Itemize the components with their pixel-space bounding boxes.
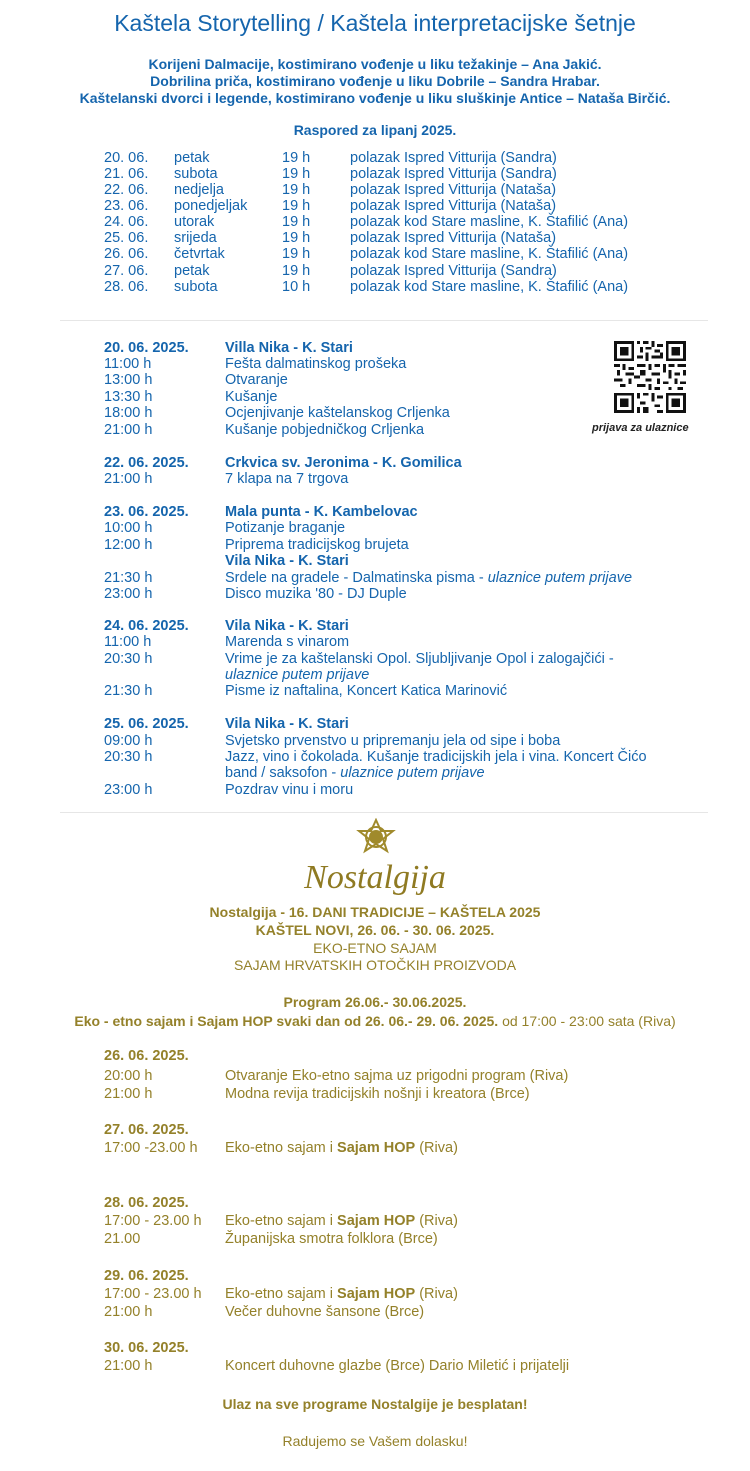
event-venue: Vila Nika - K. Stari bbox=[225, 618, 349, 634]
program-date: 29. 06. 2025. bbox=[104, 1268, 189, 1284]
schedule-date: 25. 06. bbox=[104, 230, 149, 246]
program-date: 27. 06. 2025. bbox=[104, 1122, 189, 1138]
event-time: 13:30 h bbox=[104, 389, 153, 405]
schedule-day: srijeda bbox=[174, 230, 217, 246]
event-time: 10:00 h bbox=[104, 520, 153, 536]
program-time: 21.00 bbox=[104, 1231, 141, 1247]
event-title: Fešta dalmatinskog prošeka bbox=[225, 356, 407, 372]
event-text: Eko-etno sajam i bbox=[225, 1213, 338, 1229]
schedule-date: 20. 06. bbox=[104, 150, 149, 166]
program-event bbox=[225, 1213, 458, 1229]
event-text: Eko-etno sajam i bbox=[225, 1286, 338, 1302]
program-summary bbox=[0, 1013, 750, 1029]
program-time: 17:00 - 23.00 h bbox=[104, 1286, 202, 1302]
section-divider bbox=[60, 812, 708, 813]
ticket-note: ulaznice putem prijave bbox=[487, 570, 633, 586]
schedule-desc: polazak kod Stare masline, K. Štafilić (Ana) bbox=[350, 279, 629, 295]
event-text: Eko-etno sajam i bbox=[225, 1140, 338, 1156]
program-event bbox=[225, 1140, 458, 1156]
program-event: Večer duhovne šansone (Brce) bbox=[225, 1304, 425, 1320]
event-text: (Riva) bbox=[415, 1213, 458, 1229]
event-title: Pozdrav vinu i moru bbox=[225, 782, 354, 798]
event-date: 23. 06. 2025. bbox=[104, 504, 189, 520]
event-venue: Vila Nika - K. Stari bbox=[225, 553, 349, 569]
nostalgija-line-2: KAŠTEL NOVI, 26. 06. - 30. 06. 2025. bbox=[255, 922, 495, 938]
event-title: Pisme iz naftalina, Koncert Katica Marinović bbox=[225, 683, 508, 699]
event-venue: Crkvica sv. Jeronima - K. Gomilica bbox=[225, 455, 462, 471]
event-title bbox=[225, 570, 632, 586]
event-title-text: Srdele na gradele - Dalmatinska pisma - bbox=[225, 570, 488, 586]
schedule-title: Raspored za lipanj 2025. bbox=[293, 122, 457, 138]
event-title: 7 klapa na 7 trgova bbox=[225, 471, 349, 487]
event-venue: Vila Nika - K. Stari bbox=[225, 716, 349, 732]
program-time: 21:00 h bbox=[104, 1304, 153, 1320]
event-text-bold: Sajam HOP bbox=[337, 1286, 416, 1302]
event-time: 21:30 h bbox=[104, 683, 153, 699]
event-time: 21:30 h bbox=[104, 570, 153, 586]
program-summary-bold: Eko - etno sajam i Sajam HOP svaki dan od 26. 06.- 29. 06. 2025. bbox=[74, 1013, 499, 1029]
event-time: 09:00 h bbox=[104, 733, 153, 749]
schedule-desc: polazak kod Stare masline, K. Štafilić (Ana) bbox=[350, 214, 629, 230]
intro-line-1: Korijeni Dalmacije, kostimirano vođenje u liku težakinje – Ana Jakić. bbox=[148, 56, 602, 72]
event-time: 11:00 h bbox=[104, 634, 152, 650]
intro-line-2: Dobrilina priča, kostimirano vođenje u liku Dobrile – Sandra Hrabar. bbox=[150, 73, 600, 89]
schedule-day: ponedjeljak bbox=[174, 198, 248, 214]
schedule-day: subota bbox=[174, 166, 218, 182]
schedule-desc: polazak Ispred Vitturija (Nataša) bbox=[350, 182, 557, 198]
schedule-date: 28. 06. bbox=[104, 279, 149, 295]
ticket-note: ulaznice putem prijave bbox=[340, 765, 485, 781]
program-summary-rest: od 17:00 - 23:00 sata (Riva) bbox=[498, 1013, 676, 1029]
program-date: 28. 06. 2025. bbox=[104, 1195, 189, 1211]
schedule-time: 19 h bbox=[282, 150, 311, 166]
schedule-day: petak bbox=[174, 263, 210, 279]
closing-note: Radujemo se Vašem dolasku! bbox=[282, 1433, 468, 1449]
program-event: Modna revija tradicijskih nošnji i kreatora (Brce) bbox=[225, 1086, 530, 1102]
nostalgija-logo: Nostalgija bbox=[304, 859, 446, 896]
event-title: Potizanje braganje bbox=[225, 520, 346, 536]
event-date: 24. 06. 2025. bbox=[104, 618, 189, 634]
schedule-day: utorak bbox=[174, 214, 215, 230]
nostalgija-line-1: Nostalgija - 16. DANI TRADICIJE – KAŠTELA 2025 bbox=[209, 904, 541, 920]
schedule-date: 27. 06. bbox=[104, 263, 149, 279]
schedule-day: nedjelja bbox=[174, 182, 224, 198]
qr-caption: prijava za ulaznice bbox=[592, 422, 689, 434]
schedule-day: petak bbox=[174, 150, 210, 166]
event-title: Ocjenjivanje kaštelanskog Crljenka bbox=[225, 405, 450, 421]
ticket-note: ulaznice putem prijave bbox=[225, 667, 370, 683]
star-ornament-icon bbox=[356, 818, 396, 858]
event-title: Disco muzika '80 - DJ Duple bbox=[225, 586, 407, 602]
event-title-text: band / saksofon - bbox=[225, 765, 341, 781]
storytelling-title: Kaštela Storytelling / Kaštela interpretacijske šetnje bbox=[114, 10, 636, 36]
nostalgija-line-4: SAJAM HRVATSKIH OTOČKIH PROIZVODA bbox=[233, 957, 517, 973]
schedule-time: 19 h bbox=[282, 230, 311, 246]
schedule-time: 19 h bbox=[282, 263, 311, 279]
program-date: 30. 06. 2025. bbox=[104, 1340, 189, 1356]
schedule-date: 26. 06. bbox=[104, 246, 149, 262]
event-text-bold: Sajam HOP bbox=[337, 1213, 416, 1229]
event-title: Jazz, vino i čokolada. Kušanje tradicijskih jela i vina. Koncert Čićo bbox=[225, 749, 647, 765]
intro-line-3: Kaštelanski dvorci i legende, kostimirano vođenje u liku sluškinje Antice – Nataša Birčić. bbox=[79, 90, 671, 106]
program-time: 21:00 h bbox=[104, 1358, 153, 1374]
event-time: 11:00 h bbox=[104, 356, 152, 372]
event-venue: Mala punta - K. Kambelovac bbox=[225, 504, 418, 520]
schedule-day: subota bbox=[174, 279, 218, 295]
event-text: (Riva) bbox=[415, 1286, 458, 1302]
event-title: Otvaranje bbox=[225, 372, 288, 388]
schedule-time: 19 h bbox=[282, 182, 311, 198]
event-time: 23:00 h bbox=[104, 782, 153, 798]
program-date: 26. 06. 2025. bbox=[104, 1048, 189, 1064]
event-title: Marenda s vinarom bbox=[225, 634, 350, 650]
schedule-time: 19 h bbox=[282, 166, 311, 182]
schedule-time: 19 h bbox=[282, 214, 311, 230]
event-title: Priprema tradicijskog brujeta bbox=[225, 537, 409, 553]
program-event: Županijska smotra folklora (Brce) bbox=[225, 1231, 438, 1247]
event-time: 13:00 h bbox=[104, 372, 153, 388]
schedule-desc: polazak Ispred Vitturija (Sandra) bbox=[350, 263, 557, 279]
schedule-date: 24. 06. bbox=[104, 214, 149, 230]
free-entry-note: Ulaz na sve programe Nostalgije je besplatan! bbox=[222, 1396, 528, 1412]
event-date: 22. 06. 2025. bbox=[104, 455, 189, 471]
schedule-date: 21. 06. bbox=[104, 166, 149, 182]
event-time: 20:30 h bbox=[104, 749, 153, 765]
event-time: 20:30 h bbox=[104, 651, 153, 667]
event-text-bold: Sajam HOP bbox=[337, 1140, 416, 1156]
event-date: 25. 06. 2025. bbox=[104, 716, 189, 732]
event-title: Vrime je za kaštelanski Opol. Sljubljivanje Opol i zalogajčići - bbox=[225, 651, 614, 667]
schedule-time: 19 h bbox=[282, 246, 311, 262]
program-title: Program 26.06.- 30.06.2025. bbox=[283, 994, 467, 1010]
schedule-date: 23. 06. bbox=[104, 198, 149, 214]
event-time: 18:00 h bbox=[104, 405, 153, 421]
event-title: Kušanje pobjedničkog Crljenka bbox=[225, 422, 425, 438]
event-title: Kušanje bbox=[225, 389, 278, 405]
event-venue: Villa Nika - K. Stari bbox=[225, 340, 353, 356]
event-title: Svjetsko prvenstvo u pripremanju jela od sipe i boba bbox=[225, 733, 561, 749]
schedule-desc: polazak Ispred Vitturija (Nataša) bbox=[350, 198, 557, 214]
schedule-desc: polazak kod Stare masline, K. Štafilić (Ana) bbox=[350, 246, 629, 262]
schedule-date: 22. 06. bbox=[104, 182, 149, 198]
event-time: 21:00 h bbox=[104, 471, 153, 487]
event-time: 21:00 h bbox=[104, 422, 153, 438]
schedule-time: 10 h bbox=[282, 279, 311, 295]
event-time: 23:00 h bbox=[104, 586, 153, 602]
schedule-desc: polazak Ispred Vitturija (Nataša) bbox=[350, 230, 557, 246]
program-event: Koncert duhovne glazbe (Brce) Dario Miletić i prijatelji bbox=[225, 1358, 570, 1374]
schedule-desc: polazak Ispred Vitturija (Sandra) bbox=[350, 166, 557, 182]
program-event bbox=[225, 1286, 458, 1302]
event-time: 12:00 h bbox=[104, 537, 153, 553]
qr-code-icon[interactable] bbox=[612, 341, 688, 413]
program-time: 21:00 h bbox=[104, 1086, 153, 1102]
section-divider bbox=[60, 320, 708, 321]
event-date: 20. 06. 2025. bbox=[104, 340, 189, 356]
nostalgija-line-3: EKO-ETNO SAJAM bbox=[313, 940, 437, 956]
program-time: 17:00 - 23.00 h bbox=[104, 1213, 202, 1229]
schedule-day: četvrtak bbox=[174, 246, 225, 262]
program-time: 20:00 h bbox=[104, 1068, 153, 1084]
program-time: 17:00 -23.00 h bbox=[104, 1140, 198, 1156]
event-text: (Riva) bbox=[415, 1140, 458, 1156]
program-event: Otvaranje Eko-etno sajma uz prigodni program (Riva) bbox=[225, 1068, 569, 1084]
schedule-desc: polazak Ispred Vitturija (Sandra) bbox=[350, 150, 557, 166]
schedule-time: 19 h bbox=[282, 198, 311, 214]
event-title-cont bbox=[225, 765, 485, 781]
